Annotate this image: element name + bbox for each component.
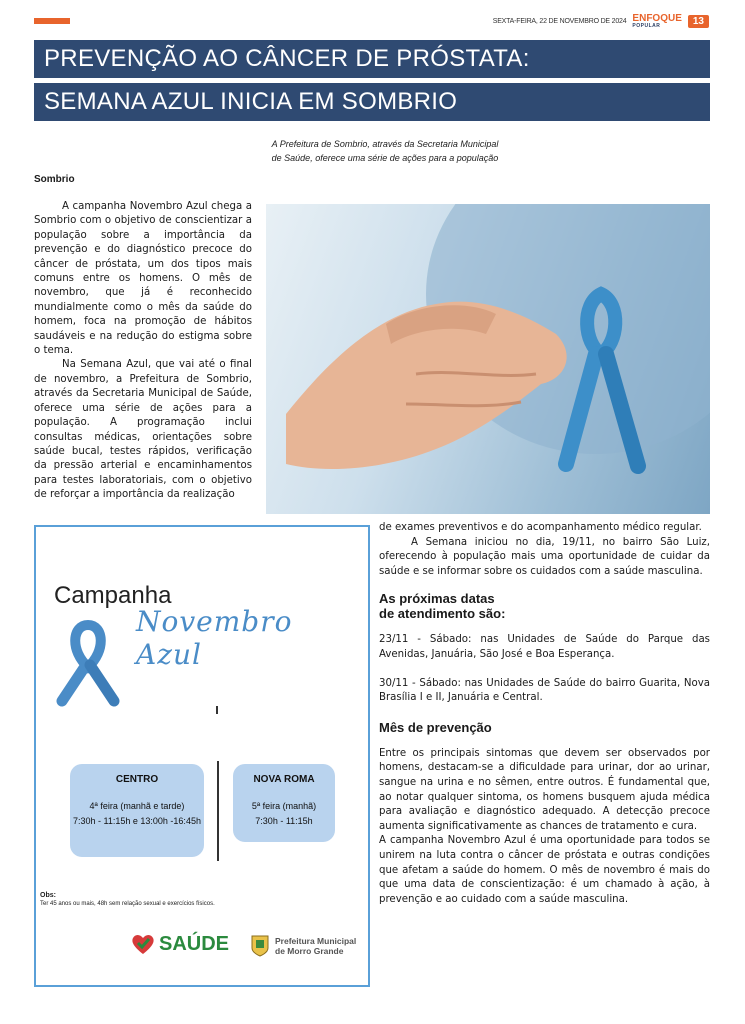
schedule-box-centro	[70, 764, 204, 857]
paragraph: A campanha Novembro Azul é uma oportunidade para todos se unirem na luta contra o câncer de próstata e outras condições que afetam a saúde do homem. O mês de novembro é mais do que uma data de conscientização: é um chamado à ação, à prevenção e ao cuidado com a saúde masculina.	[379, 835, 710, 905]
heading-line: As próximas datas	[379, 591, 495, 607]
box-title: NOVA ROMA	[253, 774, 315, 785]
dateline: Sombrio	[34, 174, 75, 185]
headline-line-2: SEMANA AZUL INICIA EM SOMBRIO	[34, 83, 710, 121]
page-header	[493, 14, 709, 29]
schedule-box-nova-roma	[233, 764, 335, 842]
divider	[216, 706, 218, 714]
brand-name: ENFOQUE	[632, 13, 682, 24]
box-title: CENTRO	[115, 774, 159, 785]
prefeitura-line-1: Prefeitura Municipal	[275, 936, 357, 946]
right-column	[379, 521, 710, 907]
page-number: 13	[688, 15, 709, 28]
poster-campanha-text: Campanha	[54, 582, 172, 609]
section-heading-prevention: Mês de prevenção	[379, 719, 492, 735]
paragraph: de exames preventivos e do acompanhamento médico regular.	[379, 522, 702, 533]
obs-label: Obs:	[40, 892, 56, 899]
heart-icon	[130, 932, 156, 956]
issue-date: SEXTA-FEIRA, 22 DE NOVEMBRO DE 2024	[492, 18, 627, 25]
subtitle-line-2: de Saúde, oferece uma série de ações para a população	[271, 153, 499, 163]
heading-line: de atendimento são:	[379, 606, 506, 622]
saude-logo	[130, 932, 229, 956]
box-hours: 7:30h - 11:15h	[255, 816, 313, 826]
prefeitura-logo	[250, 934, 356, 958]
poster-observation	[40, 892, 220, 908]
campaign-poster	[34, 525, 370, 987]
headline-line-1: PREVENÇÃO AO CÂNCER DE PRÓSTATA:	[34, 40, 710, 78]
hand-holding-blue-ribbon-photo	[266, 204, 710, 514]
box-days: 5ª feira (manhã)	[251, 801, 317, 811]
brand-subtitle: POPULAR	[632, 23, 661, 29]
poster-novembro-azul-text: Novembro Azul	[136, 605, 293, 671]
prefeitura-line-2: de Morro Grande	[275, 946, 344, 956]
left-column	[34, 200, 252, 503]
newspaper-logo	[632, 14, 681, 29]
paragraph: A campanha Novembro Azul chega a Sombrio com o objetivo de conscientizar a população sobre a importância da prevenção e do diagnóstico precoce do câncer de próstata, um dos tipos mais comuns entre os homens. O mês de novembro, que já é reconhecido mundialmente como o mês da saúde do homem, foca na promoção de hábitos saudáveis e na redução do estigma sobre o tema.	[34, 201, 252, 357]
article-subtitle	[230, 137, 540, 165]
paragraph: Na Semana Azul, que vai até o final de novembro, a Prefeitura de Sombrio, através da Secretaria Municipal de Saúde, oferece uma série de ações para a população. A programação inclui consultas médicas, orientações sobre saúde bucal, testes rápidos, verificação da pressão arterial e encaminhamentos para testes laboratoriais, com o objetivo de reforçar a importância da realização	[34, 359, 252, 501]
coat-of-arms-icon	[250, 934, 270, 958]
divider	[217, 761, 219, 861]
photo-illustration	[266, 204, 710, 514]
obs-text: Ter 45 anos ou mais, 48h sem relação sexual e exercícios físicos.	[40, 901, 215, 907]
schedule-item: 30/11 - Sábado: nas Unidades de Saúde do bairro Guarita, Nova Brasília I e II, Januária e Central.	[379, 677, 710, 704]
prefeitura-name	[275, 936, 356, 956]
blue-ribbon-icon	[52, 617, 124, 707]
paragraph: Entre os principais sintomas que devem ser observados por homens, destacam-se a dificuldade para urinar, dor ao urinar, sangue na urina e no sêmen, entre outros. É fundamental que, ao notar qualquer sintoma, os homens busquem ajuda médica para avaliação e diagnóstico adequado. A detecção precoce aumenta significativamente as chances de tratamento e cura.	[379, 747, 710, 832]
box-days: 4ª feira (manhã e tarde)	[89, 801, 185, 811]
saude-text: SAÚDE	[159, 932, 230, 955]
box-hours: 7:30h - 11:15h e 13:00h -16:45h	[73, 816, 201, 826]
paragraph: A Semana iniciou no dia, 19/11, no bairro São Luiz, oferecendo à população mais uma oportunidade de cuidar da saúde e se informar sobre os cuidados com a saúde masculina.	[379, 536, 710, 577]
schedule-item: 23/11 - Sábado: nas Unidades de Saúde do Parque das Avenidas, Januária, São José e Boa Esperança.	[379, 634, 710, 660]
subtitle-line-1: A Prefeitura de Sombrio, através da Secretaria Municipal	[271, 139, 499, 149]
section-heading-dates	[379, 591, 710, 621]
header-accent-bar	[34, 18, 70, 24]
